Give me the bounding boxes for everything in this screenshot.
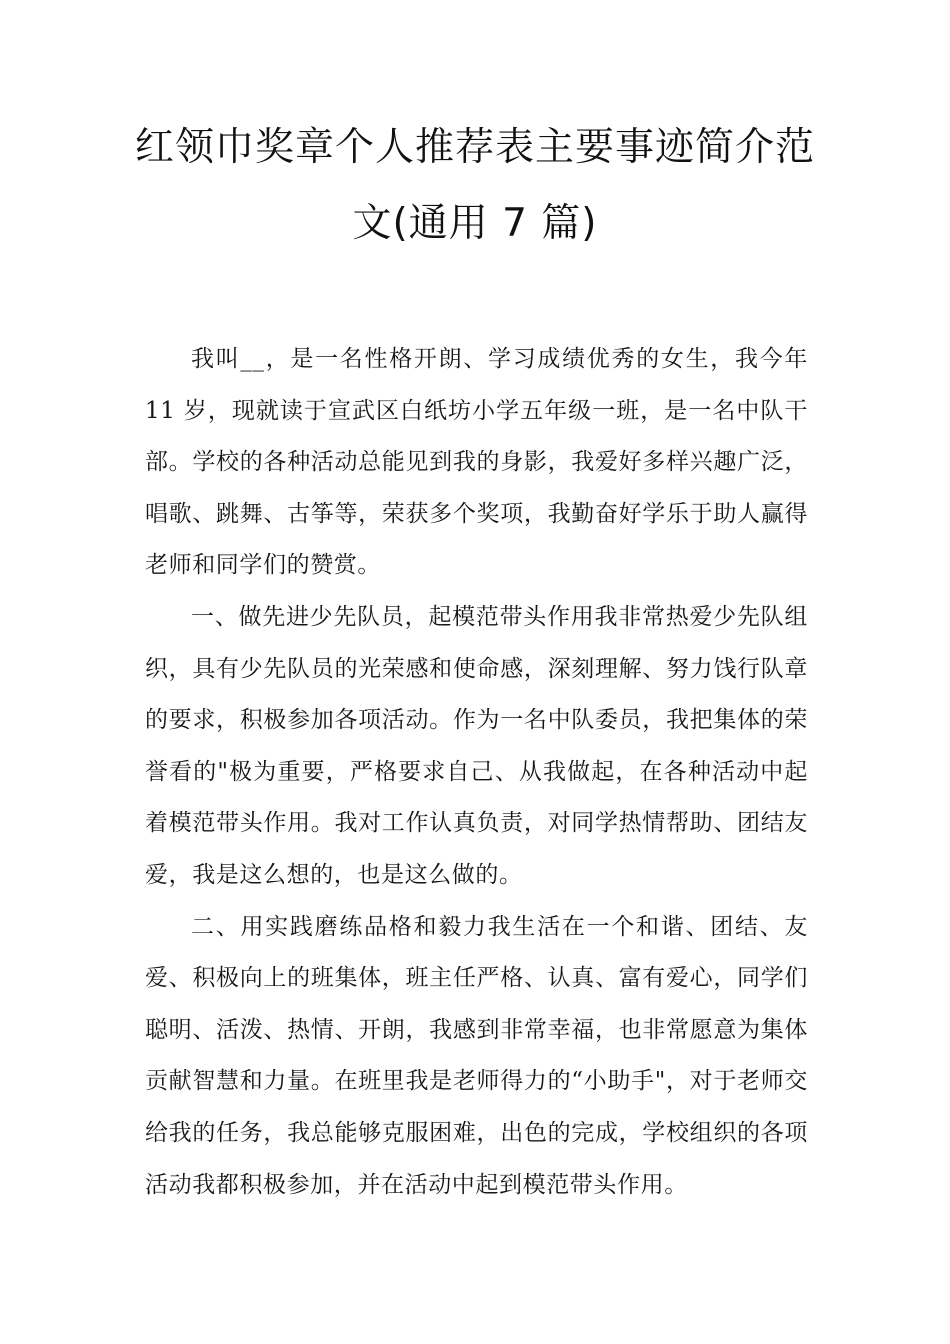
paragraph-intro: 我叫__，是一名性格开朗、学习成绩优秀的女生，我今年 11 岁，现就读于宣武区白纸坊小学五年级一班，是一名中队干部。学校的各种活动总能见到我的身影，我爱好多样兴趣广泛，唱歌、跳舞、古筝等，荣获多个奖项，我勤奋好学乐于助人赢得老师和同学们的赞赏。: [145, 346, 808, 579]
paragraph-section-one: 一、做先进少先队员，起模范带头作用我非常热爱少先队组织，具有少先队员的光荣感和使命感，深刻理解、努力饯行队章的要求，积极参加各项活动。作为一名中队委员，我把集体的荣誉看的"极为重要，严格要求自己、从我做起，在各种活动中起着模范带头作用。我对工作认真负责，对同学热情帮助、团结友爱，我是这么想的，也是这么做的。: [145, 603, 808, 888]
document-title-line-1: 红领巾奖章个人推荐表主要事迹简介范: [134, 125, 815, 170]
document-title-line-2: 文(通用 7 篇): [352, 201, 598, 246]
paragraph-section-two: 二、用实践磨练品格和毅力我生活在一个和谐、团结、友爱、积极向上的班集体，班主任严格、认真、富有爱心，同学们聪明、活泼、热情、开朗，我感到非常幸福，也非常愿意为集体贡献智慧和力量。在班里我是老师得力的“小助手"，对于老师交给我的任务，我总能够克服困难，出色的完成，学校组织的各项活动我都积极参加，并在活动中起到模范带头作用。: [145, 913, 808, 1198]
document-body: [145, 334, 808, 1211]
